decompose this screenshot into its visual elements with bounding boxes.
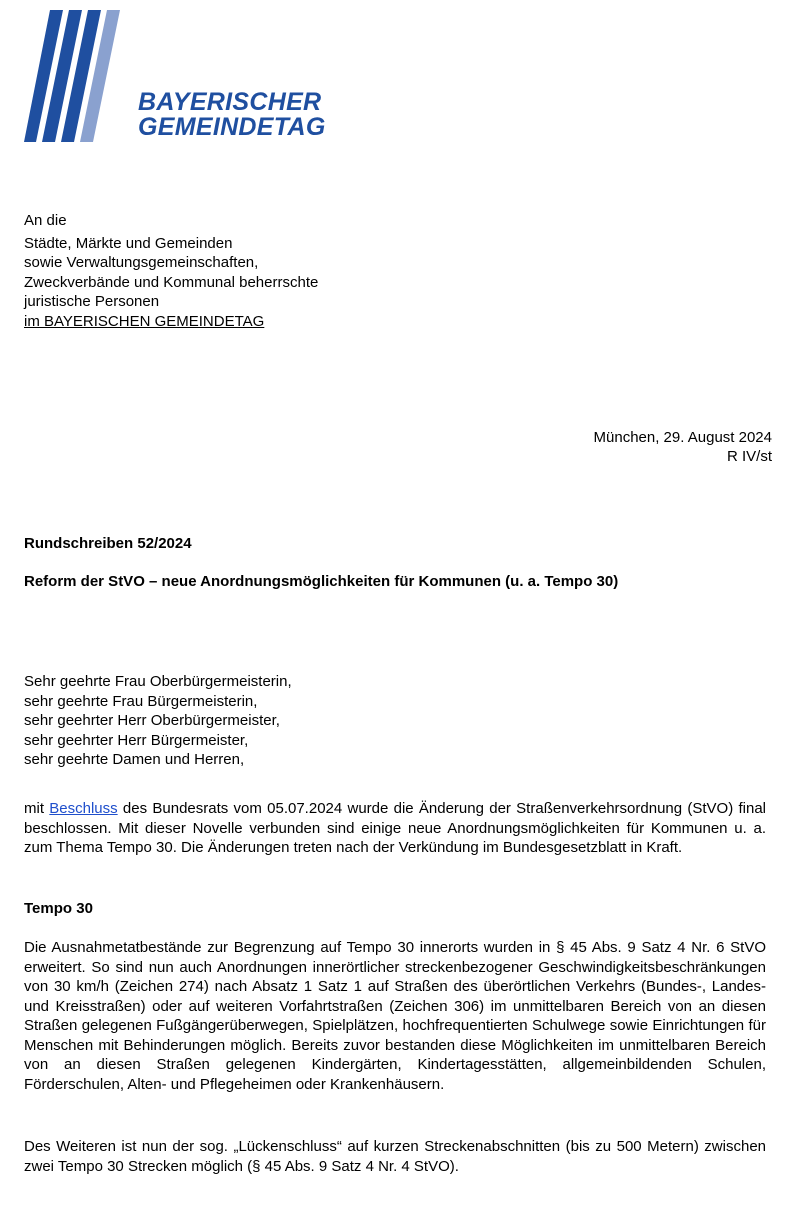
lueckenschluss-paragraph: Des Weiteren ist nun der sog. „Lückenschluss“ auf kurzen Streckenabschnitten (bis zu 500 Metern) zwischen zwei Tempo 30 Strecken möglich (§ 45 Abs. 9 Satz 4 Nr. 4 StVO). bbox=[24, 1138, 766, 1175]
address-line: An die bbox=[24, 212, 67, 229]
salutation-line: sehr geehrter Herr Oberbürgermeister, bbox=[24, 712, 280, 729]
logo-line1: BAYERISCHER bbox=[138, 88, 322, 116]
logo-line2: GEMEINDETAG bbox=[138, 113, 326, 141]
address-line: sowie Verwaltungsgemeinschaften, bbox=[24, 254, 259, 271]
salutation-line: Sehr geehrte Frau Oberbürgermeisterin, bbox=[24, 673, 292, 690]
reference-code: R IV/st bbox=[726, 448, 772, 465]
intro-paragraph bbox=[24, 799, 766, 858]
address-line: Zweckverbände und Kommunal beherrschte bbox=[24, 273, 319, 291]
intro-text-rest: des Bundesrats vom 05.07.2024 wurde die Änderung der Straßenverkehrsordnung (StVO) final beschlossen. Mit dieser Novelle verbunden sind einige neue Anordnungsmöglichkeiten für Kommunen u. a. zum Thema Tempo 30. Die Änderungen treten nach der Verkündung im Bundesgesetzblatt in Kraft. bbox=[24, 800, 766, 856]
recipient-address bbox=[24, 211, 318, 331]
subject-line: Reform der StVO – neue Anordnungsmöglichkeiten für Kommunen (u. a. Tempo 30) bbox=[24, 573, 619, 590]
place-date: München, 29. August 2024 bbox=[593, 429, 772, 446]
salutation-line: sehr geehrte Damen und Herren, bbox=[24, 751, 245, 768]
beschluss-link[interactable]: Beschluss bbox=[49, 800, 118, 817]
address-organization: im BAYERISCHEN GEMEINDETAG bbox=[24, 312, 265, 330]
intro-text-start: mit bbox=[24, 800, 50, 817]
address-line: Städte, Märkte und Gemeinden bbox=[24, 234, 233, 252]
salutation bbox=[24, 672, 292, 770]
circular-number: Rundschreiben 52/2024 bbox=[24, 535, 192, 552]
logo-stripes-icon bbox=[24, 10, 134, 145]
tempo-paragraph: Die Ausnahmetatbestände zur Begrenzung auf Tempo 30 innerorts wurden in § 45 Abs. 9 Satz 4 Nr. 6 StVO erweitert. So sind nun auch Anordnungen innerörtlicher streckenbezogener Geschwindigkeitsbeschränkungen von 30 km/h (Zeichen 274) nach Absatz 1 Satz 1 auf Straßen des überörtlichen Verkehrs (Bundes-, Landes- und Kreisstraßen) oder auf weiteren Vorfahrtstraßen (Zeichen 306) im unmittelbaren Bereich von an diesen Straßen gelegenen Fußgängerüberwegen, Spielplätzen, hochfrequentierten Schulwege sowie Einrichtungen für Menschen mit Behinderungen möglich. Bereits zuvor bestanden diese Möglichkeiten im unmittelbaren Bereich von an diesen Straßen gelegenen Kindergärten, Kindertagesstätten, allgemeinbildenden Schulen, Förderschulen, Alten- und Pflegeheimen oder Krankenhäusern. bbox=[24, 939, 766, 1093]
section-heading-tempo-30: Tempo 30 bbox=[24, 900, 93, 917]
address-line: juristische Personen bbox=[24, 293, 160, 310]
bayerischer-gemeindetag-logo bbox=[24, 10, 324, 145]
salutation-line: sehr geehrte Frau Bürgermeisterin, bbox=[24, 692, 258, 710]
salutation-line: sehr geehrter Herr Bürgermeister, bbox=[24, 731, 249, 749]
date-block bbox=[594, 428, 772, 466]
